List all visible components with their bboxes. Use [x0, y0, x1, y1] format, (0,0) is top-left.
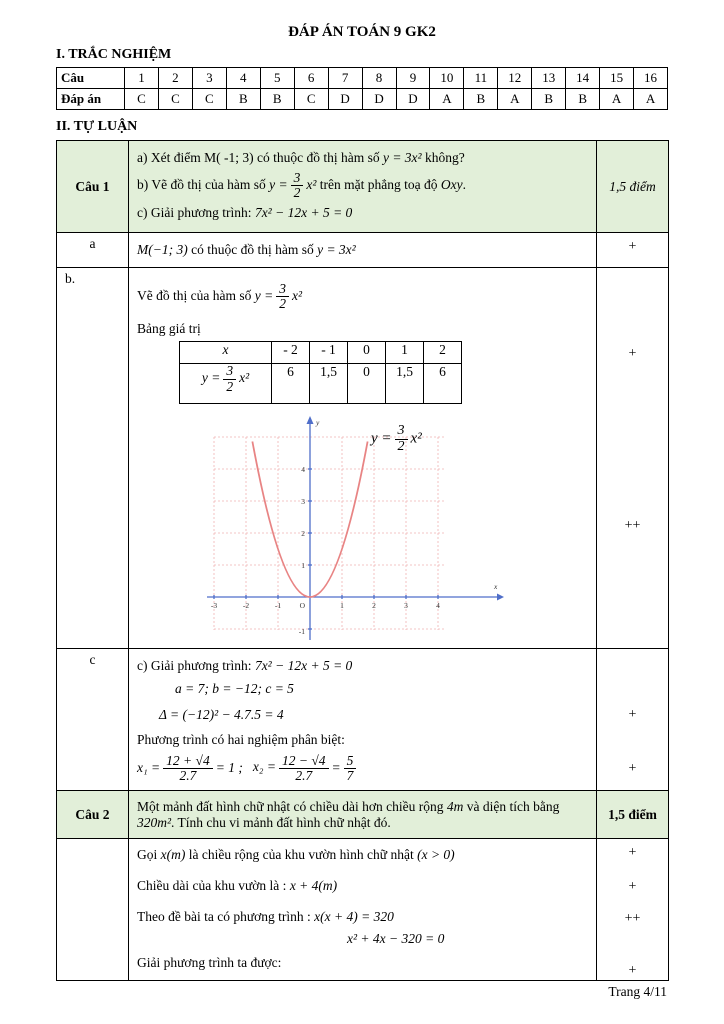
- vt-cell: 1,5: [386, 364, 424, 404]
- fraction: $\frac{3}{2}$: [395, 424, 408, 454]
- math-run: =: [331, 759, 341, 775]
- tick-label: 1: [340, 601, 344, 611]
- text-run: Chiều dài của khu vườn là :: [137, 878, 290, 894]
- part-c-line3: Δ = (−12)² − 4.7.5 = 4: [159, 706, 284, 722]
- cau1-label: Câu 1: [57, 141, 129, 233]
- mc-answer-cell: B: [464, 89, 498, 110]
- mc-answer-cell: D: [328, 89, 362, 110]
- vt-cell: 6: [424, 364, 462, 404]
- math-run: x²: [239, 370, 250, 386]
- vt-x-label: x: [180, 342, 272, 364]
- text-run: a) Xét điểm M( -1; 3) có thuộc đồ thị hàm số: [137, 150, 383, 165]
- vt-cell: 2: [424, 342, 462, 364]
- math-run: x²: [291, 287, 303, 303]
- question-line-b: [137, 171, 588, 200]
- vt-y-label: [180, 364, 272, 404]
- parabola-graph-container: [205, 412, 505, 644]
- value-table: [179, 341, 462, 404]
- mc-cell: 3: [192, 68, 226, 89]
- tick-label: -1: [298, 627, 305, 637]
- text-run: Gọi: [137, 847, 161, 863]
- math-run: 320m²: [137, 814, 172, 830]
- text-run: c) Giải phương trình:: [137, 658, 255, 674]
- fraction: $\frac{12 + √4}{2.7}$: [163, 754, 213, 783]
- math-run: x²: [410, 431, 422, 448]
- multiple-choice-table: [56, 67, 668, 110]
- part-b-label: b.: [57, 267, 129, 649]
- text-run: Vẽ đồ thị của hàm số: [137, 287, 255, 303]
- tick-label: -3: [210, 601, 218, 611]
- part-b-row: [57, 267, 669, 649]
- question-line-c: [137, 203, 588, 223]
- mc-answer-cell: B: [566, 89, 600, 110]
- mc-answer-cell: C: [294, 89, 328, 110]
- vt-cell: 1: [386, 342, 424, 364]
- mc-cell: 12: [498, 68, 532, 89]
- vt-cell: 6: [272, 364, 310, 404]
- value-table-header-row: [180, 342, 462, 364]
- part-c-row: [57, 649, 669, 791]
- document-title: ĐÁP ÁN TOÁN 9 GK2: [288, 24, 436, 40]
- x-axis-label: x: [494, 582, 498, 592]
- math-run: M(−1; 3): [137, 242, 188, 257]
- text-run: .: [462, 176, 466, 192]
- cau2-solution-points: [597, 839, 669, 981]
- fraction: $\frac{12 - √4}{2.7}$: [279, 754, 329, 783]
- cau2-label: Câu 2: [57, 791, 129, 839]
- tick-label: 4: [436, 601, 440, 611]
- fraction: $\frac{5}{7}$: [344, 754, 357, 783]
- vt-cell: 0: [348, 342, 386, 364]
- section-i-heading: I. TRẮC NGHIỆM: [56, 47, 172, 62]
- fraction: $\frac{3}{2}$: [291, 171, 304, 200]
- math-run: Oxy: [440, 176, 463, 192]
- text-run: Một mảnh đất hình chữ nhật có chiều dài hơn chiều rộng: [137, 798, 447, 814]
- score-mark: +: [628, 707, 637, 723]
- page-number: Trang 4/11: [608, 984, 667, 999]
- vt-cell: 0: [348, 364, 386, 404]
- tick-label: -1: [274, 601, 282, 611]
- tick-label: 3: [404, 601, 408, 611]
- y-axis-label: y: [316, 418, 320, 428]
- cau2-row: [57, 791, 669, 839]
- part-b-content: [129, 267, 597, 649]
- cau2-content: [129, 791, 597, 839]
- value-table-title: Bảng giá trị: [137, 320, 201, 336]
- part-c-line1: [137, 656, 588, 676]
- mc-answer-cell: A: [634, 89, 668, 110]
- part-c-content: [129, 649, 597, 791]
- part-c-line4: Phương trình có hai nghiệm phân biệt:: [137, 732, 345, 748]
- section-ii-heading: II. TỰ LUẬN: [56, 119, 138, 134]
- text-run: . Tính chu vi mảnh đất hình chữ nhật đó.: [171, 814, 391, 830]
- curve-equation-label: [371, 424, 422, 454]
- solution-line4: x² + 4x − 320 = 0: [347, 931, 445, 947]
- text-run: là chiều rộng của khu vườn hình chữ nhật: [185, 847, 418, 863]
- mc-answer-row: [57, 89, 668, 110]
- score-mark: ++: [624, 911, 641, 927]
- mc-answer-cell: A: [430, 89, 464, 110]
- solution-line1: [137, 845, 588, 865]
- solution-line2: [137, 876, 588, 896]
- fraction: $\frac{3}{2}$: [223, 364, 236, 393]
- math-run: x(x + 4) = 320: [314, 908, 394, 924]
- score-mark: ++: [624, 517, 641, 533]
- essay-table: [56, 140, 669, 981]
- mc-cell: 8: [362, 68, 396, 89]
- score-mark: +: [628, 845, 637, 861]
- value-table-value-row: [180, 364, 462, 404]
- math-run: y =: [371, 431, 392, 448]
- part-c-points: [597, 649, 669, 791]
- part-b-points: [597, 267, 669, 649]
- tick-label: 4: [301, 465, 305, 475]
- math-run: 7x² − 12x + 5 = 0: [254, 204, 353, 220]
- solution-line5: Giải phương trình ta được:: [137, 954, 282, 970]
- tick-label: 2: [372, 601, 376, 611]
- mc-cell: 6: [294, 68, 328, 89]
- math-run: y = 3x²: [317, 242, 356, 257]
- mc-cell: 1: [125, 68, 159, 89]
- mc-answer-cell: B: [532, 89, 566, 110]
- part-c-label: c: [57, 649, 129, 791]
- mc-cell: 10: [430, 68, 464, 89]
- text-run: b) Vẽ đồ thị của hàm số: [137, 176, 270, 192]
- vt-cell: 1,5: [310, 364, 348, 404]
- math-run: y =: [254, 287, 274, 303]
- mc-answer-cell: B: [260, 89, 294, 110]
- cau1-content: [129, 141, 597, 233]
- math-run: = 1 ;: [215, 759, 243, 775]
- mc-answer-cell: C: [158, 89, 192, 110]
- vt-cell: - 1: [310, 342, 348, 364]
- math-run: x₁ =: [137, 759, 161, 775]
- text-run: Theo đề bài ta có phương trình :: [137, 908, 315, 924]
- cau2-solution-row: [57, 839, 669, 981]
- part-a-row: [57, 233, 669, 268]
- vt-cell: - 2: [272, 342, 310, 364]
- mc-answer-cell: D: [396, 89, 430, 110]
- math-run: x₂ =: [252, 759, 276, 775]
- mc-cell: 9: [396, 68, 430, 89]
- mc-cell: 4: [226, 68, 260, 89]
- mc-cell: 11: [464, 68, 498, 89]
- score-mark: +: [628, 761, 637, 777]
- score-mark: +: [628, 239, 637, 254]
- cau2-solution-label: [57, 839, 129, 981]
- parabola-graph: [205, 412, 505, 644]
- math-run: 4m: [446, 798, 464, 814]
- cau1-row: [57, 141, 669, 233]
- tick-label: 1: [301, 561, 305, 571]
- mc-row-label: Đáp án: [57, 89, 125, 110]
- part-a-points: [597, 233, 669, 268]
- question-line-a: [137, 148, 588, 168]
- cau2-points: 1,5 điểm: [597, 791, 669, 839]
- math-run: y =: [269, 176, 288, 192]
- part-c-line2: a = 7; b = −12; c = 5: [175, 681, 294, 697]
- text-run: và diện tích bằng: [463, 798, 560, 814]
- mc-cell: 5: [260, 68, 294, 89]
- tick-label: -2: [242, 601, 250, 611]
- part-a-label: a: [57, 233, 129, 268]
- mc-answer-cell: C: [125, 89, 159, 110]
- cau1-points: 1,5 điểm: [597, 141, 669, 233]
- mc-cell: 13: [532, 68, 566, 89]
- mc-question-row: [57, 68, 668, 89]
- score-mark: +: [628, 879, 637, 895]
- tick-label: 3: [301, 497, 305, 507]
- mc-cell: 14: [566, 68, 600, 89]
- fraction: $\frac{3}{2}$: [276, 282, 289, 311]
- mc-row-label: Câu: [57, 68, 125, 89]
- math-run: x(m): [160, 847, 186, 863]
- text-run: có thuộc đồ thị hàm số: [187, 242, 318, 257]
- mc-cell: 7: [328, 68, 362, 89]
- graph-axes: [207, 416, 504, 640]
- text-run: trên mặt phẳng toạ độ: [316, 176, 441, 192]
- mc-answer-cell: A: [600, 89, 634, 110]
- mc-cell: 2: [158, 68, 192, 89]
- math-run: x + 4(m): [289, 878, 338, 894]
- cau2-solution-content: [129, 839, 597, 981]
- origin-label: O: [299, 601, 305, 611]
- math-run: (x > 0): [417, 847, 455, 863]
- part-b-intro: [137, 282, 588, 311]
- part-a-answer: [137, 240, 588, 260]
- text-run: c) Giải phương trình:: [137, 204, 255, 220]
- score-mark: +: [628, 345, 637, 361]
- math-run: 7x² − 12x + 5 = 0: [254, 658, 353, 674]
- mc-answer-cell: D: [362, 89, 396, 110]
- mc-cell: 16: [634, 68, 668, 89]
- math-run: x²: [306, 176, 317, 192]
- tick-label: 2: [301, 529, 305, 539]
- solution-line3: [137, 907, 588, 927]
- score-mark: +: [628, 963, 637, 979]
- math-run: y =: [201, 370, 221, 386]
- math-run: y = 3x²: [382, 150, 422, 165]
- text-run: không?: [421, 150, 465, 165]
- mc-cell: 15: [600, 68, 634, 89]
- mc-answer-cell: B: [226, 89, 260, 110]
- mc-answer-cell: C: [192, 89, 226, 110]
- part-c-roots: [137, 754, 588, 783]
- mc-answer-cell: A: [498, 89, 532, 110]
- part-a-content: [129, 233, 597, 268]
